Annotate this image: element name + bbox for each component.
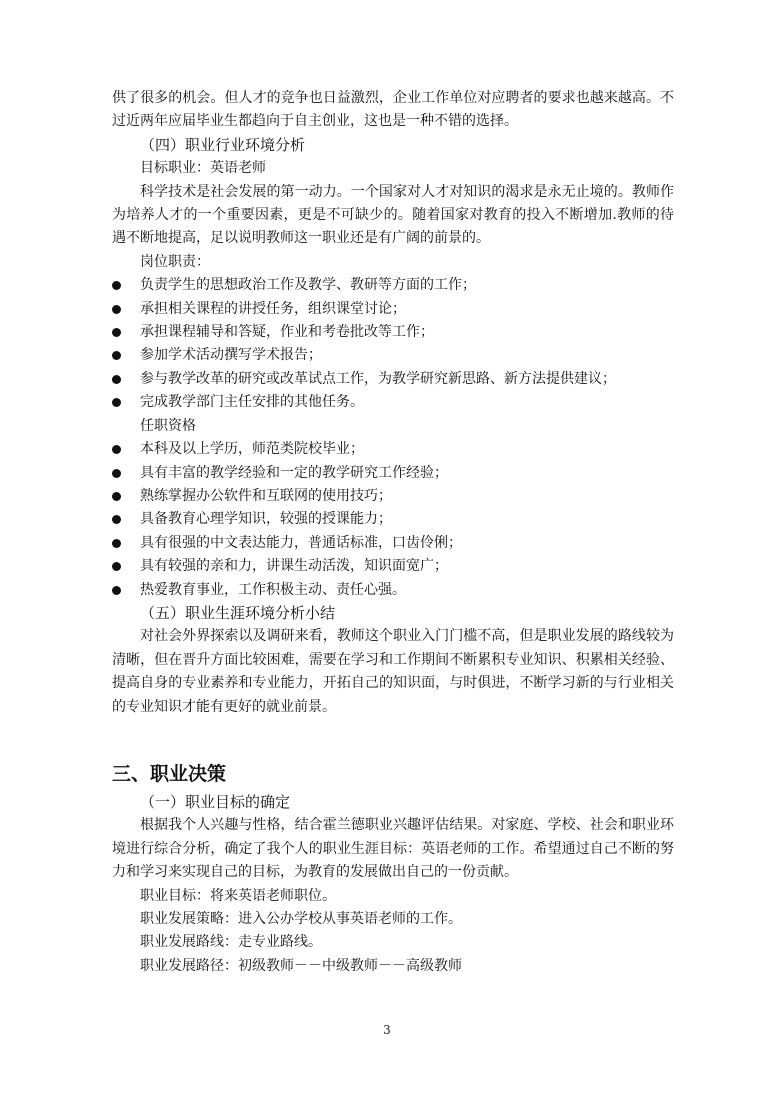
list-item-text: 承担相关课程的讲授任务，组织课堂讨论； [140, 300, 406, 317]
part-3-subheading: （一）职业目标的确定 [140, 792, 291, 811]
list-item-text: 完成教学部门主任安排的其他任务。 [140, 394, 364, 411]
duties-label: 岗位职责： [140, 253, 210, 270]
list-item-text: 具有很强的中文表达能力，普通话标准，口齿伶俐； [140, 534, 462, 551]
bullet-icon [112, 445, 121, 454]
qualifications-label: 任职资格 [140, 417, 196, 434]
bullet-icon [112, 351, 121, 360]
list-item [112, 579, 674, 602]
career-path-line: 职业发展路径：初级教师－－中级教师－－高级教师 [140, 957, 462, 974]
list-item-text: 参加学术活动撰写学术报告； [140, 347, 322, 364]
list-item [112, 298, 674, 321]
target-job-line: 目标职业：英语老师 [140, 160, 266, 177]
list-item [112, 438, 674, 461]
list-item [112, 391, 674, 414]
bullet-icon [112, 492, 121, 501]
list-item [112, 321, 674, 344]
bullet-icon [112, 469, 121, 478]
bullet-icon [112, 586, 121, 595]
bullet-icon [112, 281, 121, 290]
list-item-text: 参与教学改革的研究或改革试点工作，为教学研究新思路、新方法提供建议； [140, 370, 616, 387]
list-item [112, 532, 674, 555]
bullet-icon [112, 515, 121, 524]
list-item-text: 具有较强的亲和力，讲课生动活泼，知识面宽广； [140, 558, 448, 575]
list-item [112, 485, 674, 508]
part-3-paragraph: 根据我个人兴趣与性格，结合霍兰德职业兴趣评估结果。对家庭、学校、社会和职业环境进行综合分析，确定了我个人的职业生涯目标：英语老师的工作。希望通过自己不断的努力和学习来实现自己的目标，为教育的发展做出自己的一份贡献。 [112, 817, 674, 881]
bullet-icon [112, 375, 121, 384]
part-3-heading: 三、职业决策 [112, 762, 227, 785]
career-goal-line: 职业目标：将来英语老师职位。 [140, 887, 336, 904]
list-item [112, 344, 674, 367]
page-number: 3 [383, 1023, 391, 1037]
list-item-text: 本科及以上学历，师范类院校毕业； [140, 441, 364, 458]
list-item-text: 承担课程辅导和答疑，作业和考卷批改等工作； [140, 324, 434, 341]
list-item [112, 555, 674, 578]
bullet-icon [112, 305, 121, 314]
list-item-text: 熟练掌握办公软件和互联网的使用技巧； [140, 487, 392, 504]
section-4-heading: （四）职业行业环境分析 [140, 135, 306, 154]
list-item [112, 508, 674, 531]
qualifications-list [112, 438, 674, 602]
document-body [112, 87, 674, 978]
intro-paragraph: 供了很多的机会。但人才的竞争也日益激烈，企业工作单位对应聘者的要求也越来越高。不过近两年应届毕业生都趋向于自主创业，这也是一种不错的选择。 [112, 90, 674, 130]
section-spacer [112, 719, 674, 759]
duties-list [112, 274, 674, 414]
list-item-text: 热爱教育事业，工作积极主动、责任心强。 [140, 581, 406, 598]
list-item [112, 368, 674, 391]
bullet-icon [112, 539, 121, 548]
bullet-icon [112, 328, 121, 337]
section-4-paragraph: 科学技术是社会发展的第一动力。一个国家对人才对知识的渴求是永无止境的。教师作为培养人才的一个重要因素，更是不可缺少的。随着国家对教育的投入不断增加.教师的待遇不断地提高，足以说明教师这一职业还是有广阔的前景的。 [112, 183, 674, 247]
career-route-line: 职业发展路线：走专业路线。 [140, 934, 322, 951]
list-item-text: 具有丰富的教学经验和一定的教学研究工作经验； [140, 464, 448, 481]
list-item-text: 具备教育心理学知识，较强的授课能力； [140, 511, 392, 528]
section-5-heading: （五）职业生涯环境分析小结 [140, 603, 336, 622]
section-5-paragraph: 对社会外界探索以及调研来看，教师这个职业入门门槛不高，但是职业发展的路线较为清晰，但在晋升方面比较困难，需要在学习和工作期间不断累积专业知识、积累相关经验、提高自身的专业素养和专业能力，开拓自己的知识面，与时俱进，不断学习新的与行业相关的专业知识才能有更好的就业前景。 [112, 628, 674, 715]
bullet-icon [112, 562, 121, 571]
list-item [112, 274, 674, 297]
list-item-text: 负责学生的思想政治工作及教学、教研等方面的工作； [140, 277, 476, 294]
list-item [112, 462, 674, 485]
career-strategy-line: 职业发展策略：进入公办学校从事英语老师的工作。 [140, 911, 462, 927]
bullet-icon [112, 398, 121, 407]
